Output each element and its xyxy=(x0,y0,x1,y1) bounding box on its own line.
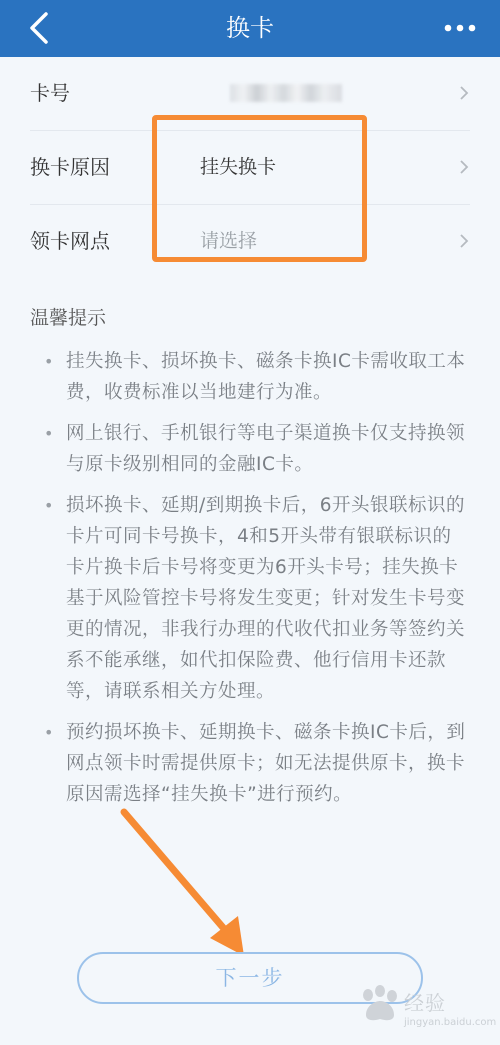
tip-item: • 预约损坏换卡、延期换卡、磁条卡换IC卡后，到网点领卡时需提供原卡；如无法提供原卡，换卡原因需选择“挂失换卡”进行预约。 xyxy=(30,717,470,810)
replace-reason-value: 挂失换卡 xyxy=(200,156,277,178)
tips-list xyxy=(30,346,470,810)
replace-reason-label: 换卡原因 xyxy=(30,155,110,179)
pickup-branch-label: 领卡网点 xyxy=(30,229,110,253)
tip-item: • 网上银行、手机银行等电子渠道换卡仅支持换领与原卡级别相同的金融IC卡。 xyxy=(30,418,470,480)
pickup-branch-placeholder: 请选择 xyxy=(200,230,258,252)
annotation-highlight-box xyxy=(152,115,367,262)
watermark-url: jingyan.baidu.com xyxy=(404,1017,497,1028)
tip-item: • 损坏换卡、延期/到期换卡后，6开头银联标识的卡片可同卡号换卡，4和5开头带有银联标识的卡片换卡后卡号将变更为6开头卡号；挂失换卡基于风险管控卡号将发生变更；针对发生卡号变更的情况，非我行办理的代收代扣业务等签约关系不能承继，如代扣保险费、他行信用卡还款等，请联系相关方处理。 xyxy=(30,490,470,707)
tip-item: • 挂失换卡、损坏换卡、磁条卡换IC卡需收取工本费，收费标准以当地建行为准。 xyxy=(30,346,470,408)
baidu-jingyan-watermark xyxy=(356,983,497,1037)
annotation-arrow-icon xyxy=(110,800,260,965)
chevron-right-icon xyxy=(458,85,470,101)
chevron-right-icon xyxy=(458,233,470,249)
card-number-label: 卡号 xyxy=(30,81,70,105)
app-header xyxy=(0,0,500,57)
next-step-button[interactable]: 下一步 xyxy=(77,952,423,1004)
tips-title: 温馨提示 xyxy=(30,307,107,329)
page-title: 换卡 xyxy=(226,14,274,42)
watermark-text: 经验 xyxy=(404,991,446,1015)
tips-section xyxy=(30,303,470,820)
more-dots-icon[interactable] xyxy=(440,16,480,40)
card-number-masked-value xyxy=(230,84,342,102)
chevron-right-icon xyxy=(458,159,470,175)
paw-logo-icon xyxy=(356,985,402,1023)
